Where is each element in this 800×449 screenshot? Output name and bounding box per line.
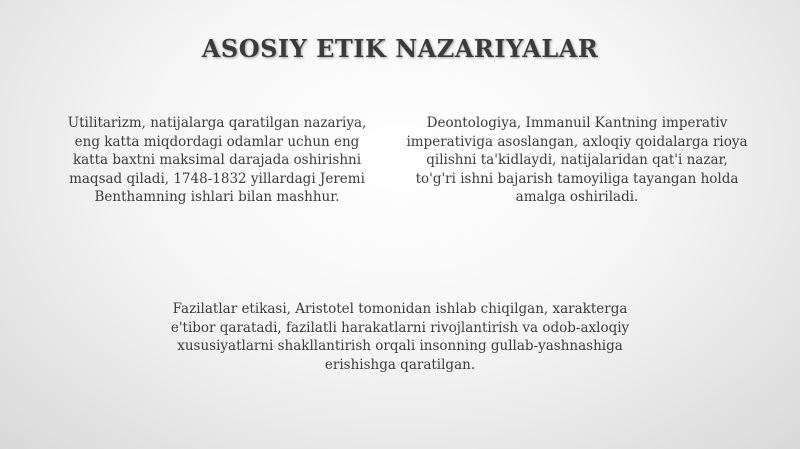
utilitarianism-text: Utilitarizm, natijalarga qaratilgan nazariya, eng katta miqdordagi odamlar uchun eng katta baxtni maksimal darajada oshirishni maqsad qiladi, 1748-1832 yillardagi Jeremi Benthamning ishlari bilan mashhur. [67,115,367,205]
slide-title: ASOSIY ETIK NAZARIYALAR [201,34,599,63]
virtue-ethics-text: Fazilatlar etikasi, Aristotel tomonidan ishlab chiqilgan, xarakterga e'tibor qaratadi, fazilatli harakatlarni rivojlantirish va odob-axloqiy xususiyatlarni shakllantirish orqali insonning gullab-yashnashiga erishishga qaratilgan. [170,301,630,373]
deontology-text: Deontologiya, Immanuil Kantning imperativ imperativiga asoslangan, axloqiy qoidalarga rioya qilishni ta'kidlaydi, natijalaridan qat'i nazar, to'g'ri ishni bajarish tamoyiliga tayangan holda amalga oshiriladi. [406,115,748,205]
